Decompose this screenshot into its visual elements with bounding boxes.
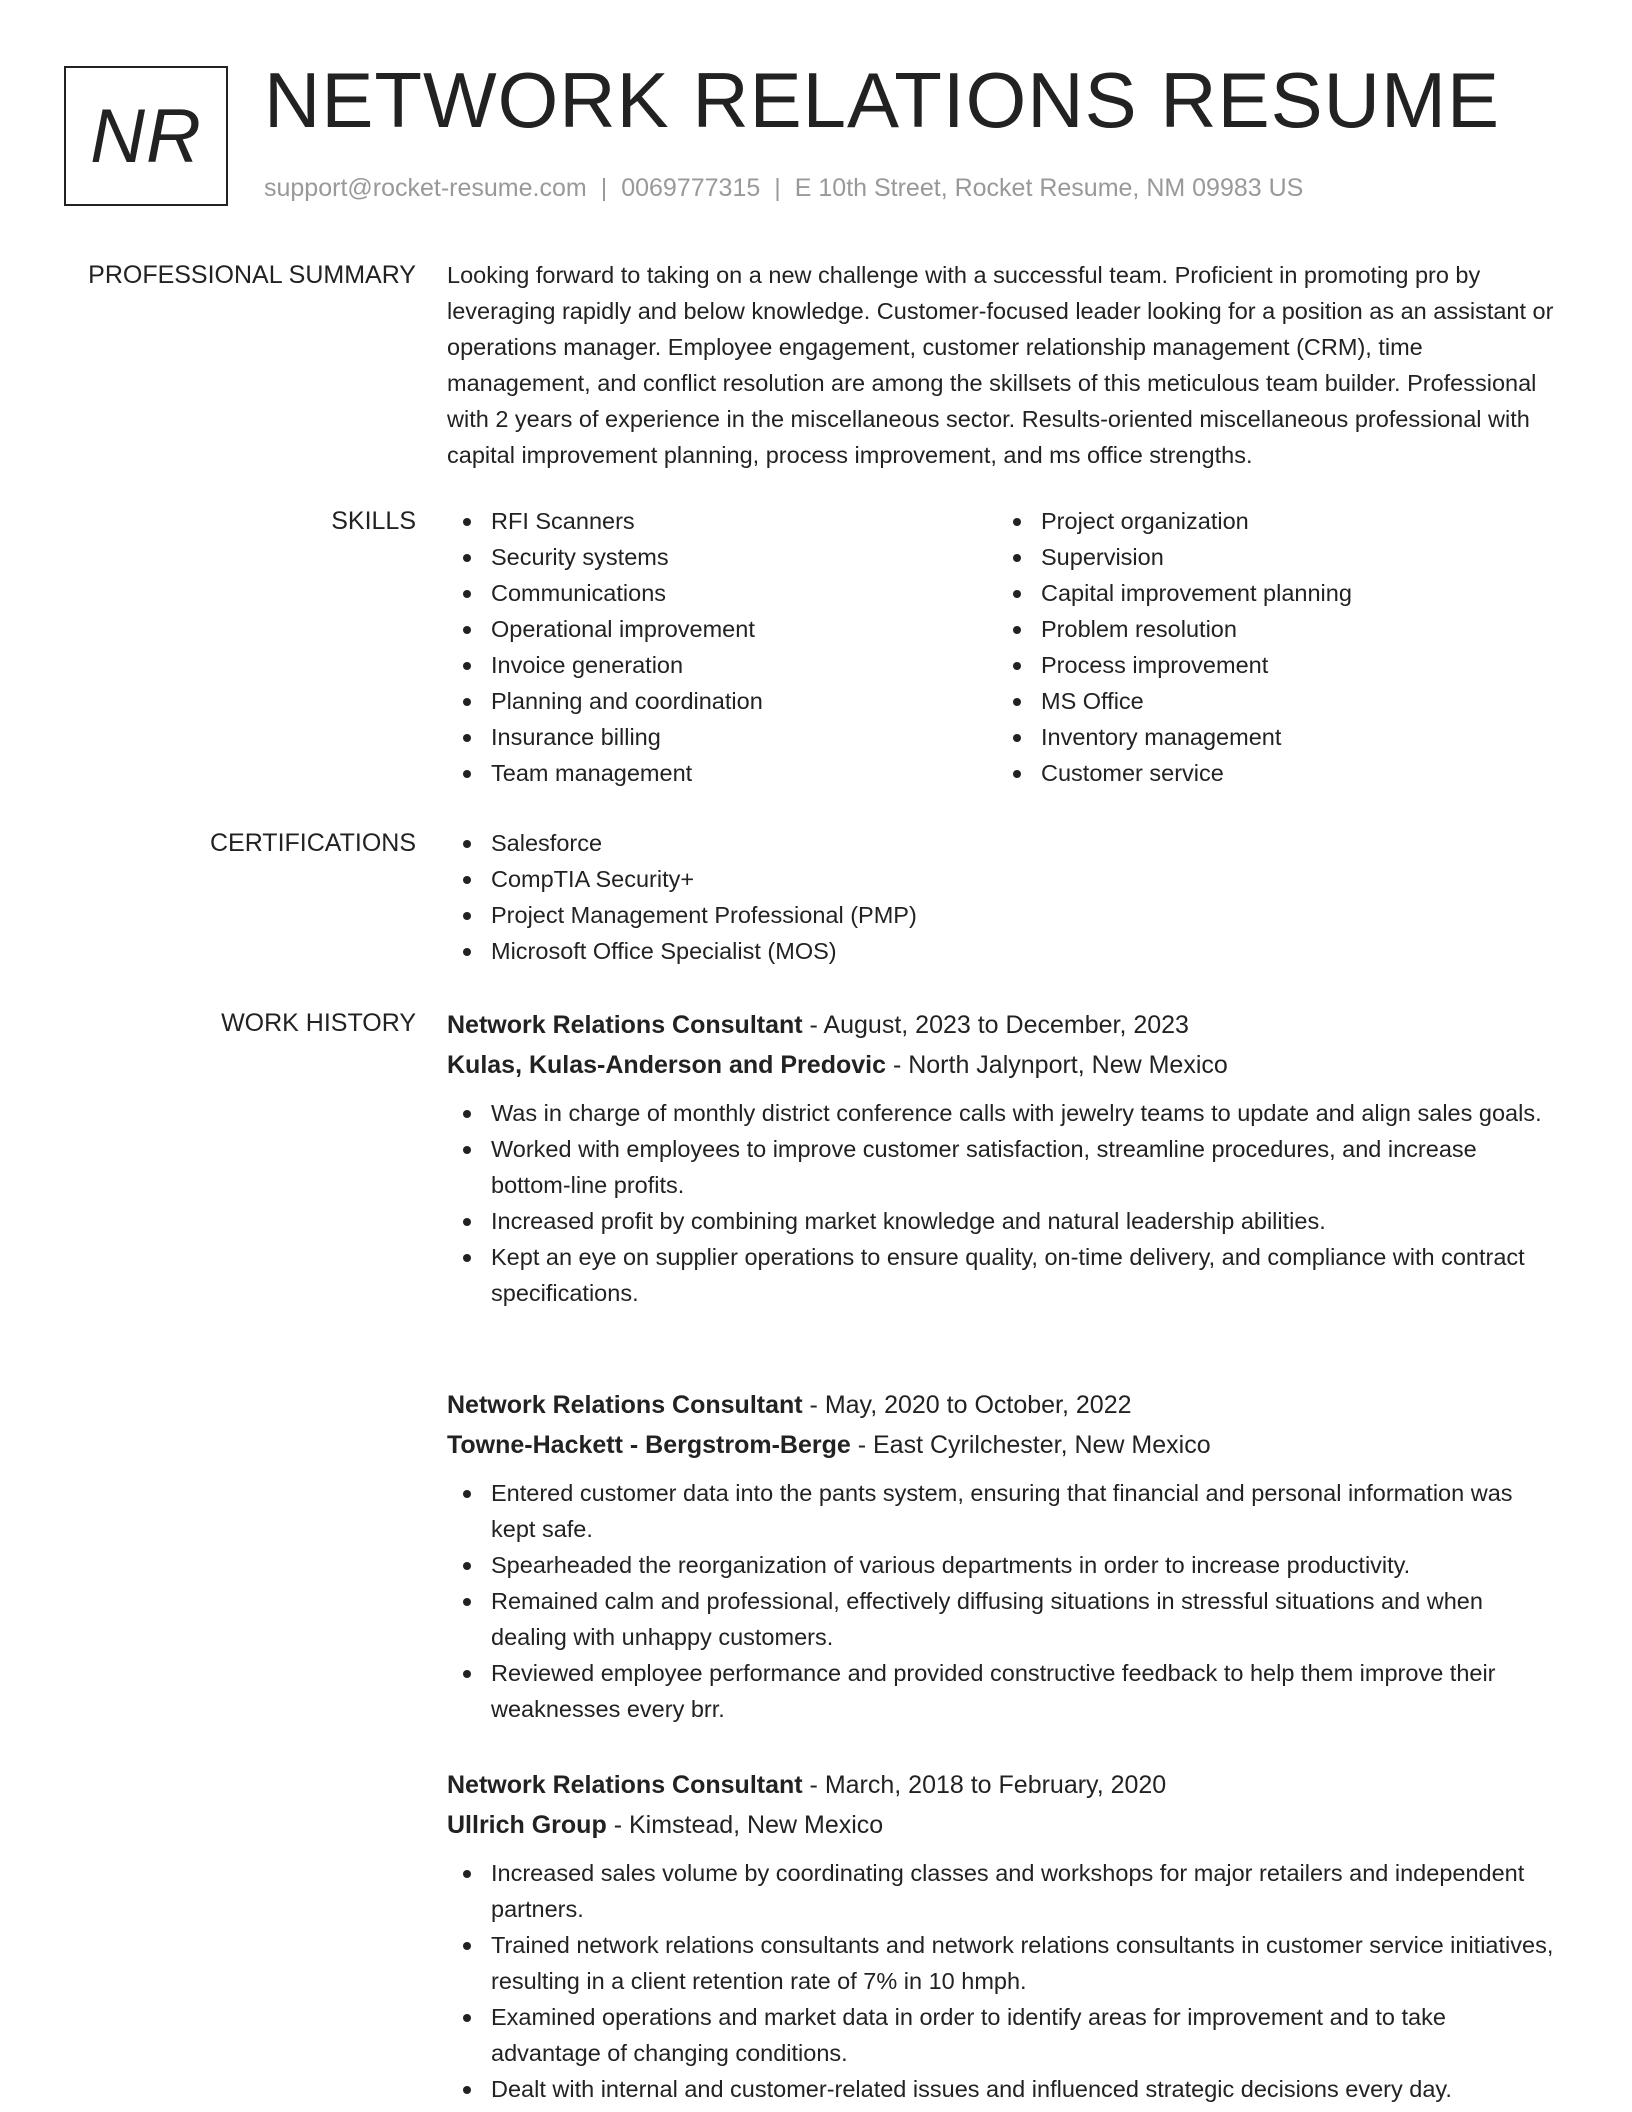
job-bullets [447,1095,1557,1311]
list-item: Project organization [997,503,1547,539]
list-item: Project Management Professional (PMP) [447,897,1557,933]
job-dates: - May, 2020 to October, 2022 [809,1391,1132,1419]
section-label: CERTIFICATIONS [209,829,416,857]
list-item: Kept an eye on supplier operations to ensure quality, on-time delivery, and compliance with contract specifications. [447,1239,1557,1311]
list-item: Process improvement [997,647,1547,683]
job-title: Network Relations Consultant [447,1391,803,1419]
list-item: Problem resolution [997,611,1547,647]
list-item: RFI Scanners [447,503,997,539]
list-item: Inventory management [997,719,1547,755]
skills-list-left [447,503,997,791]
list-item: Planning and coordination [447,683,997,719]
list-item: CompTIA Security+ [447,861,1557,897]
contact-separator: | [600,174,608,202]
job-entry [447,1005,1557,1311]
job-company-line [447,1045,1557,1085]
monogram-logo: NR [64,66,228,206]
list-item: Supervision [997,539,1547,575]
list-item: Invoice generation [447,647,997,683]
list-item: Operational improvement [447,611,997,647]
job-company-line [447,1425,1557,1465]
skills-list-right [997,503,1547,791]
list-item: Worked with employees to improve customer satisfaction, streamline procedures, and increase bottom-line profits. [447,1131,1557,1203]
list-item: Microsoft Office Specialist (MOS) [447,933,1557,969]
list-item: Trained network relations consultants and network relations consultants in customer service initiatives, resulting in a client retention rate of 7% in 10 hmph. [447,1927,1557,1999]
job-company: Towne-Hackett - Bergstrom-Berge [447,1431,851,1459]
list-item: Salesforce [447,825,1557,861]
job-location: - East Cyrilchester, New Mexico [857,1431,1211,1459]
list-item: Increased sales volume by coordinating classes and workshops for major retailers and independent partners. [447,1855,1557,1927]
job-title-line [447,1765,1557,1805]
list-item: MS Office [997,683,1547,719]
list-item: Team management [447,755,997,791]
list-item: Communications [447,575,997,611]
job-title-line [447,1385,1557,1425]
contact-phone[interactable]: 0069777315 [621,174,761,202]
skills-columns [447,503,1557,791]
list-item: Remained calm and professional, effectively diffusing situations in stressful situations and when dealing with unhappy customers. [447,1583,1557,1655]
page-title: NETWORK RELATIONS RESUME [264,56,1501,144]
list-item: Entered customer data into the pants system, ensuring that financial and personal information was kept safe. [447,1475,1557,1547]
job-location: - Kimstead, New Mexico [613,1811,884,1839]
job-title: Network Relations Consultant [447,1771,803,1799]
job-bullets [447,1855,1557,2107]
job-company: Kulas, Kulas-Anderson and Predovic [447,1051,886,1079]
job-title: Network Relations Consultant [447,1011,803,1039]
list-item: Reviewed employee performance and provided constructive feedback to help them improve their weaknesses every brr. [447,1655,1557,1727]
list-item: Security systems [447,539,997,575]
job-entry [447,1385,1557,1727]
job-entry [447,1765,1557,2107]
list-item: Spearheaded the reorganization of various departments in order to increase productivity. [447,1547,1557,1583]
job-company: Ullrich Group [447,1811,607,1839]
list-item: Capital improvement planning [997,575,1547,611]
list-item: Dealt with internal and customer-related issues and influenced strategic decisions every day. [447,2071,1557,2107]
list-item: Customer service [997,755,1547,791]
job-title-line [447,1005,1557,1045]
list-item: Increased profit by combining market knowledge and natural leadership abilities. [447,1203,1557,1239]
job-dates: - March, 2018 to February, 2020 [809,1771,1167,1799]
section-label: WORK HISTORY [221,1009,416,1037]
section-label: PROFESSIONAL SUMMARY [88,261,416,289]
contact-separator: | [774,174,781,202]
certifications-list [447,825,1557,969]
list-item: Insurance billing [447,719,997,755]
contact-email[interactable]: support@rocket-resume.com [264,174,587,202]
job-dates: - August, 2023 to December, 2023 [809,1011,1189,1039]
list-item: Examined operations and market data in order to identify areas for improvement and to take advantage of changing conditions. [447,1999,1557,2071]
contact-line [264,174,1303,203]
list-item: Was in charge of monthly district conference calls with jewelry teams to update and align sales goals. [447,1095,1557,1131]
job-location: - North Jalynport, New Mexico [892,1051,1228,1079]
summary-text: Looking forward to taking on a new challenge with a successful team. Proficient in promoting pro by leveraging rapidly and below knowledge. Customer-focused leader looking for a position as an assistant or operations manager. Employee engagement, customer relationship management (CRM), time management, and conflict resolution are among the skillsets of this meticulous team builder. Professional with 2 years of experience in the miscellaneous sector. Results-oriented miscellaneous professional with capital improvement planning, process improvement, and ms office strengths. [447,262,1554,468]
job-bullets [447,1475,1557,1727]
section-label: SKILLS [331,507,416,535]
job-company-line [447,1805,1557,1845]
contact-address: E 10th Street, Rocket Resume, NM 09983 US [794,174,1304,202]
